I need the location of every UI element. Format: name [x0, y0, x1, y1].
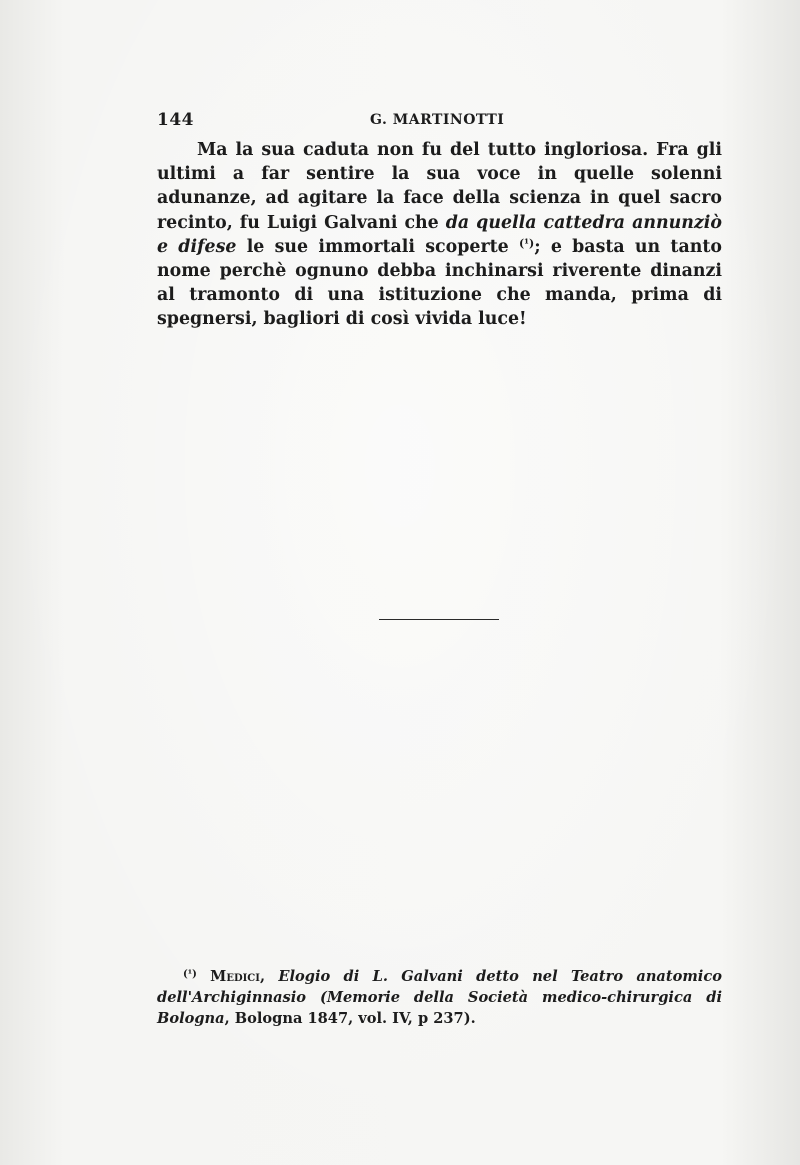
footnote-title: Elogio di L. Galvani detto nel Teatro anatomico dell'Archiginnasio (Memorie della Società medico-chirurgica di Bologna	[157, 968, 722, 1027]
paragraph	[157, 138, 722, 332]
body-text	[157, 138, 722, 332]
footnote-mark: (¹)	[183, 969, 197, 980]
text-run: Ma la sua caduta non fu del tutto ingloriosa. Fra gli ultimi a far sentire la sua voce in quelle solenni adunanze, ad agitare la face della scienza in quel sacro recinto, fu Luigi Galvani che	[157, 140, 722, 233]
text-run: , Bologna 1847, vol. IV, p 237).	[224, 1010, 476, 1027]
text-run: ; e basta un tanto nome perchè ognuno debba inchinarsi riverente dinanzi al tramonto di una istituzione che manda, prima di spegnersi, bagliori di così vivida luce!	[157, 236, 722, 330]
section-divider	[379, 619, 499, 620]
text-run: ,	[259, 968, 279, 985]
footnote	[157, 966, 722, 1029]
text-run: le sue immortali scoperte	[236, 236, 519, 257]
page-number: 144	[157, 110, 194, 130]
italic-quote: da quella cattedra annunziò e difese	[157, 212, 722, 257]
page-header	[157, 110, 722, 134]
footnote-text	[157, 966, 722, 1029]
footnote-author: Medici	[210, 968, 260, 985]
running-head: G. MARTINOTTI	[370, 112, 505, 128]
footnote-reference[interactable]: (¹)	[518, 236, 535, 250]
